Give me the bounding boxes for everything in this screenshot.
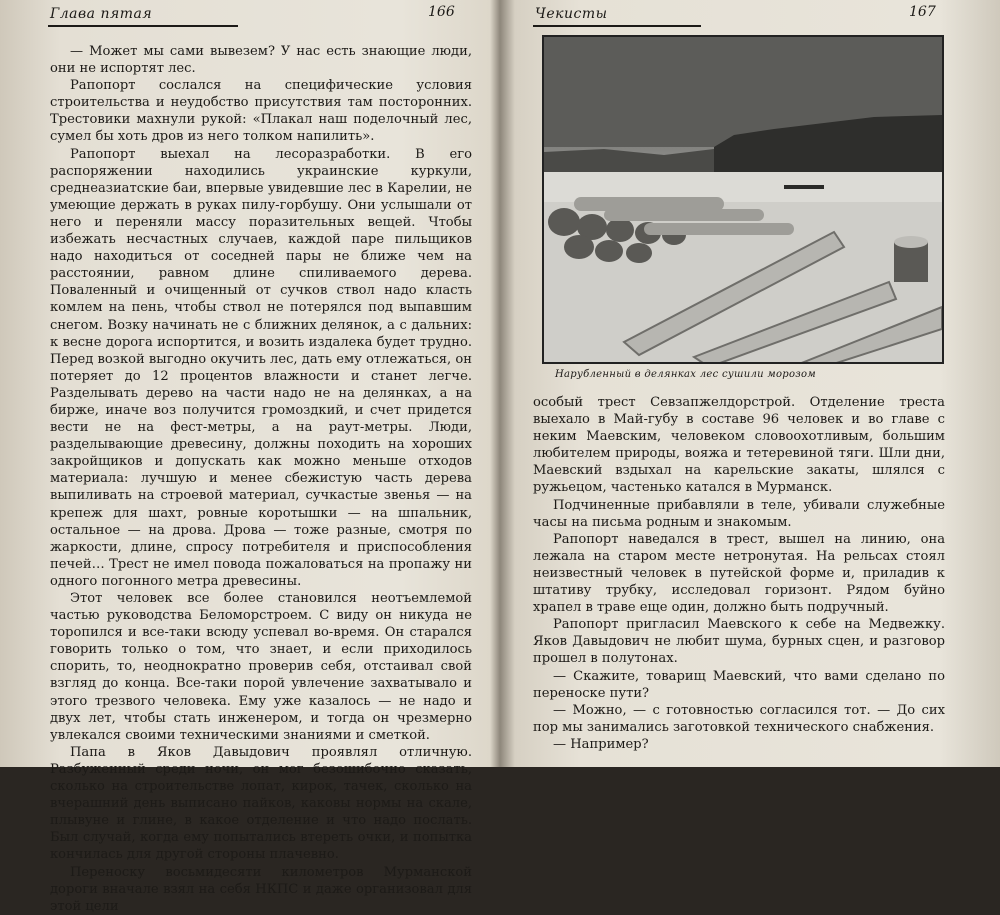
running-title: Чекисты: [535, 6, 608, 22]
paragraph: Рапопорт выехал на лесоразработки. В его распоряжении находились украинские куркули, среднеазиатские баи, впервые увидевшие лес в Карелии, не умеющие держать в руках пилу-горбушу. Они услышали от него и переняли массу поразительных вещей. Чтобы избежать несчастных случаев, каждой паре пильщиков надо находиться от соседней пары не ближе чем на расстоянии, равном длине спиливаемого дерева. Поваленный и очищенный от сучков ствол надо класть комлем на пень, чтобы ствол не потерялся под выпавшим снегом. Возку начинать не с ближних делянок, а с дальних: к весне дорога испортится, и возить издалека будет трудно. Перед возкой выгодно окучить лес, дать ему отлежаться, он потеряет до 12 процентов влажности и станет легче. Разделывать дерево на части надо не на делянках, а на бирже, иначе воз получится громоздкий, и счет придется вести не на фест-метры, а на раут-метры. Люди, разделывающие древесину, должны походить на хороших закройщиков и допускать как можно меньше отходов материала: лучшую и менее сбежистую часть дерева выпиливать на строевой материал, сучкастые звенья — на крепеж для шахт, ровные коротышки — на шпальник, остальное — на дрова. Дрова — тоже разные, смотря по жаркости, длине, спросу потребителя и приспособления печей… Трест не имел повода пожаловаться на пропажу ни одного погонного метра древесины.: [50, 146, 472, 589]
paragraph: Рапопорт наведался в трест, вышел на линию, она лежала на старом месте нетронутая. На рельсах стоял неизвестный человек в путейской форме и, приладив к штативу трубку, исследовал горизонт. Рядом буйно храпел в траве еще один, должно быть подручный.: [533, 531, 945, 616]
paragraph: особый трест Севзапжелдорстрой. Отделение треста выехало в Май-губу в составе 96 человек и во главе с неким Маевским, человеком словоохотливым, большим любителем природы, вояжа и тетеревиной тяги. Шли дни, Маевский вздыхал на карельские закаты, шлялся с ружьецом, частенько катался в Мурманск.: [533, 395, 945, 496]
paragraph: Подчиненные прибавляли в теле, убивали служебные часы на письма родным и знакомым.: [533, 497, 945, 530]
paragraph: — Можно, — с готовностью согласился тот. — До сих пор мы занимались заготовкой технического снабжения.: [533, 702, 945, 735]
paragraph: Папа в Яков Давыдович проявлял отличную. Разбуженный среди ночи, он мог безошибочно сказать, сколько на строительстве лопат, кирок, тачек, сколько на вчерашний день выписано пайков, каковы нормы на скале, плывуне и глине, в какое отделение и что надо послать. Был случай, когда ему попытались втереть очки, и попытка кончилась для другой стороны плачевно.: [50, 744, 472, 863]
logging-photo: [542, 35, 944, 364]
paragraph: Рапопорт сослался на специфические условия строительства и неудобство присутствия там посторонних. Трестовики махнули рукой: «Плакал наш поделочный лес, сумел бы хоть дров из него толком напилить».: [50, 78, 472, 145]
running-title: Глава пятая: [50, 6, 153, 22]
header-rule: [48, 25, 238, 27]
page-number: 166: [428, 4, 455, 20]
left-page: [0, 0, 500, 914]
right-page: [505, 0, 1000, 767]
paragraph: Рапопорт пригласил Маевского к себе на Медвежку. Яков Давыдович не любит шума, бурных сцен, и разговор прошел в полутонах.: [533, 617, 945, 667]
header-rule: [533, 25, 701, 27]
winter-logging-illustration: [544, 37, 942, 362]
photo-caption: Нарубленный в делянках лес сушили морозом: [555, 369, 816, 380]
paragraph: Переноску восьмидесяти километров Мурманской дороги вначале взял на себя НКПС и даже организовал для этой цели: [50, 864, 472, 914]
paragraph: Этот человек все более становился неотъемлемой частью руководства Беломорстроем. С виду он никуда не торопился и все-таки всюду успевал во-время. Он старался говорить только о том, что знает, и если приходилось спорить, то, неоднократно проверив себя, отстаивал свой взгляд до конца. Все-таки порой увлечение захватывало и этого трезвого человека. Ему уже казалось — не надо и двух лет, чтобы стать инженером, и тогда он чрезмерно увлекался своими техническими знаниями и сметкой.: [50, 591, 472, 743]
paragraph: — Например?: [553, 736, 649, 752]
page-number: 167: [909, 4, 936, 20]
paragraph: — Может мы сами вывезем? У нас есть знающие люди, они не испортят лес.: [50, 44, 472, 77]
paragraph: — Скажите, товарищ Маевский, что вами сделано по переноске пути?: [533, 668, 945, 701]
right-page-text: [533, 394, 945, 753]
left-page-text: [50, 43, 472, 915]
